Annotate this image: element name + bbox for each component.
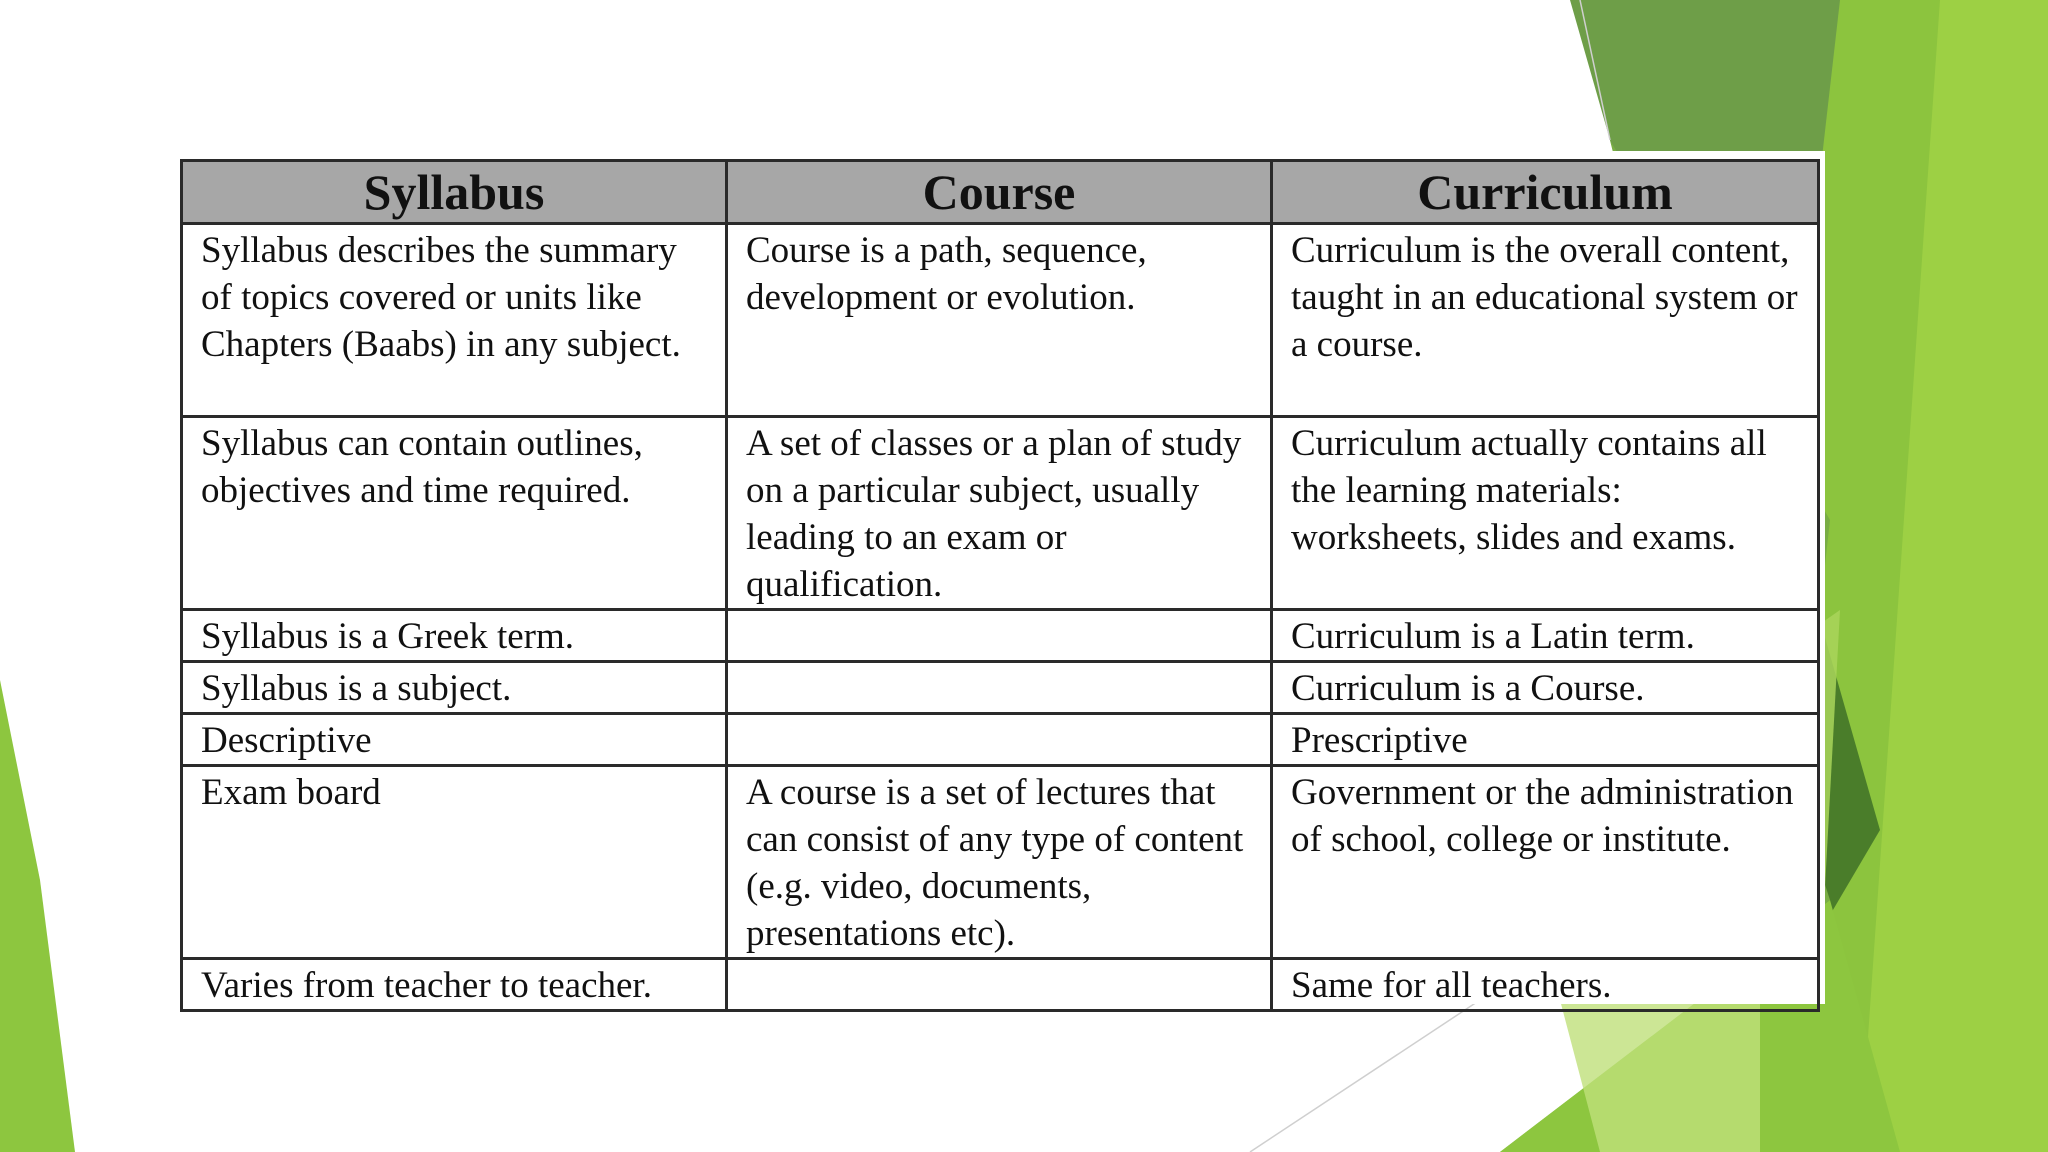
table-cell: Descriptive xyxy=(182,714,727,766)
table-row xyxy=(182,714,1819,766)
table-cell: Syllabus can contain outlines, objectives and time required. xyxy=(182,417,727,610)
header-syllabus: Syllabus xyxy=(182,161,727,224)
comparison-table xyxy=(180,159,1820,1012)
table-cell: A course is a set of lectures that can consist of any type of content (e.g. video, documents, presentations etc). xyxy=(727,766,1272,959)
header-course: Course xyxy=(727,161,1272,224)
table-cell xyxy=(727,610,1272,662)
table-row xyxy=(182,959,1819,1011)
table-cell: Government or the administration of school, college or institute. xyxy=(1272,766,1819,959)
table-cell: Curriculum is a Latin term. xyxy=(1272,610,1819,662)
comparison-table-container xyxy=(175,151,1825,1004)
table-cell xyxy=(727,662,1272,714)
table-cell: Syllabus is a Greek term. xyxy=(182,610,727,662)
table-row xyxy=(182,417,1819,610)
table-cell: Prescriptive xyxy=(1272,714,1819,766)
table-cell: Curriculum is a Course. xyxy=(1272,662,1819,714)
table-cell: Exam board xyxy=(182,766,727,959)
table-cell: A set of classes or a plan of study on a particular subject, usually leading to an exam or qualification. xyxy=(727,417,1272,610)
table-cell xyxy=(727,959,1272,1011)
table-row xyxy=(182,610,1819,662)
table-cell: Varies from teacher to teacher. xyxy=(182,959,727,1011)
table-cell: Curriculum is the overall content, taught in an educational system or a course. xyxy=(1272,224,1819,417)
table-row xyxy=(182,662,1819,714)
table-cell: Syllabus is a subject. xyxy=(182,662,727,714)
table-row xyxy=(182,766,1819,959)
table-cell: Syllabus describes the summary of topics covered or units like Chapters (Baabs) in any subject. xyxy=(182,224,727,417)
header-curriculum: Curriculum xyxy=(1272,161,1819,224)
table-header-row xyxy=(182,161,1819,224)
table-cell: Course is a path, sequence, development or evolution. xyxy=(727,224,1272,417)
table-row xyxy=(182,224,1819,417)
table-cell xyxy=(727,714,1272,766)
table-cell: Curriculum actually contains all the learning materials: worksheets, slides and exams. xyxy=(1272,417,1819,610)
table-cell: Same for all teachers. xyxy=(1272,959,1819,1011)
